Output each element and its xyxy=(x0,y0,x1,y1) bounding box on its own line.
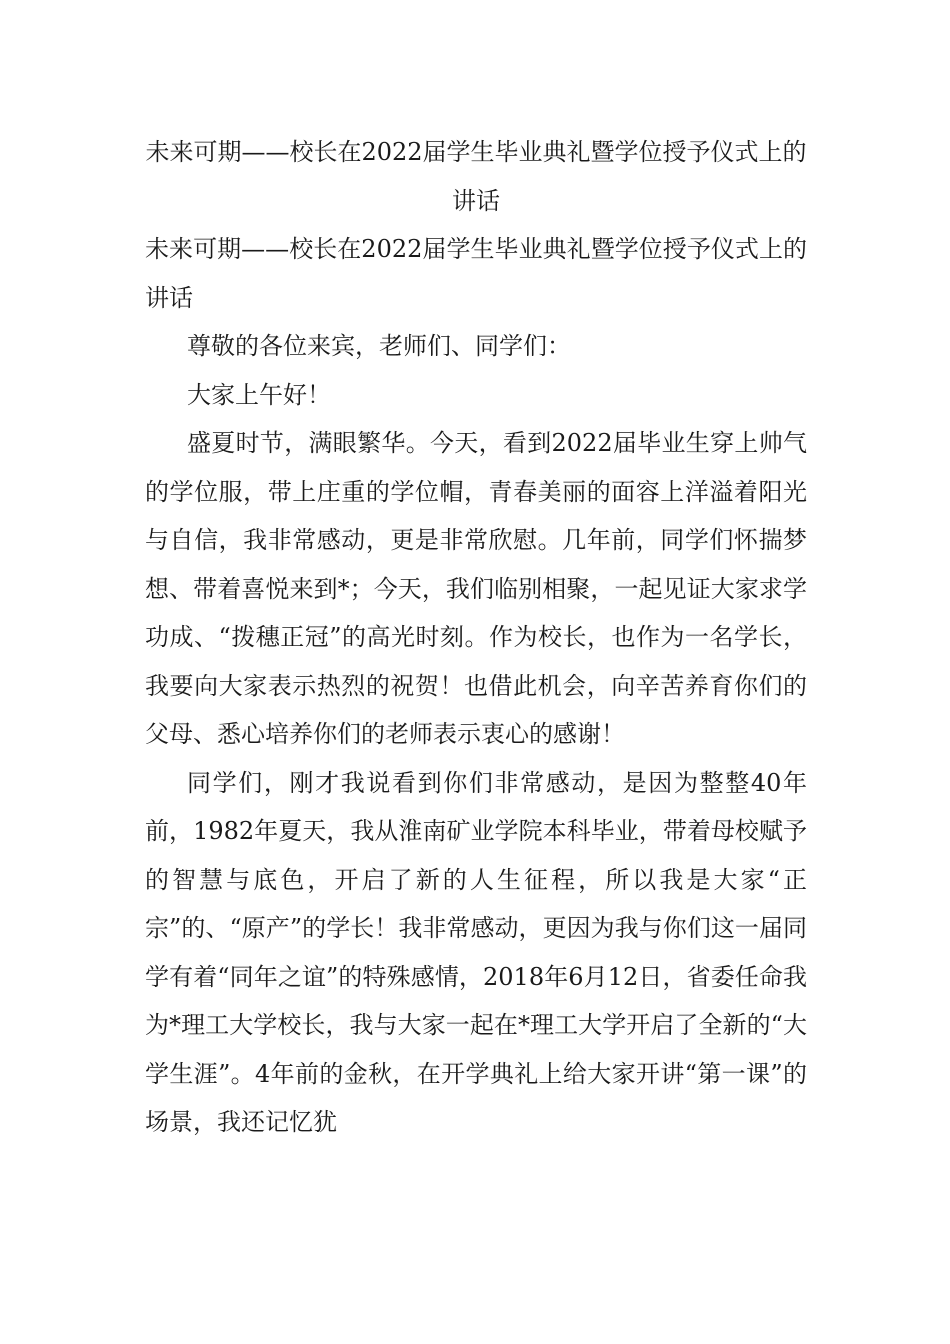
document-title: 未来可期——校长在2022届学生毕业典礼暨学位授予仪式上的讲话 xyxy=(145,138,807,215)
greeting: 大家上午好！ xyxy=(187,380,331,409)
document-page xyxy=(145,128,807,1147)
body-paragraph-2: 同学们，刚才我说看到你们非常感动，是因为整整40年前，1982年夏天，我从淮南矿业学院本科毕业，带着母校赋予的智慧与底色，开启了新的人生征程，所以我是大家“正宗”的、“原产”的学长！我非常感动，更因为我与你们这一届同学有着“同年之谊”的特殊感情，2018年6月12日，省委任命我为*理工大学校长，我与大家一起在*理工大学开启了全新的“大学生涯”。4年前的金秋，在开学典礼上给大家开讲“第一课”的场景，我还记忆犹 xyxy=(145,768,807,1136)
salutation: 尊敬的各位来宾，老师们、同学们： xyxy=(187,332,571,360)
body-paragraph-1: 盛夏时节，满眼繁华。今天，看到2022届毕业生穿上帅气的学位服，带上庄重的学位帽，青春美丽的面容上洋溢着阳光与自信，我非常感动，更是非常欣慰。几年前，同学们怀揣梦想、带着喜悦来到*；今天，我们临别相聚，一起见证大家求学功成、“拨穗正冠”的高光时刻。作为校长，也作为一名学长，我要向大家表示热烈的祝贺！也借此机会，向辛苦养育你们的父母、悉心培养你们的老师表示衷心的感谢！ xyxy=(145,429,807,748)
document-title-repeat: 未来可期——校长在2022届学生毕业典礼暨学位授予仪式上的讲话 xyxy=(145,235,807,312)
